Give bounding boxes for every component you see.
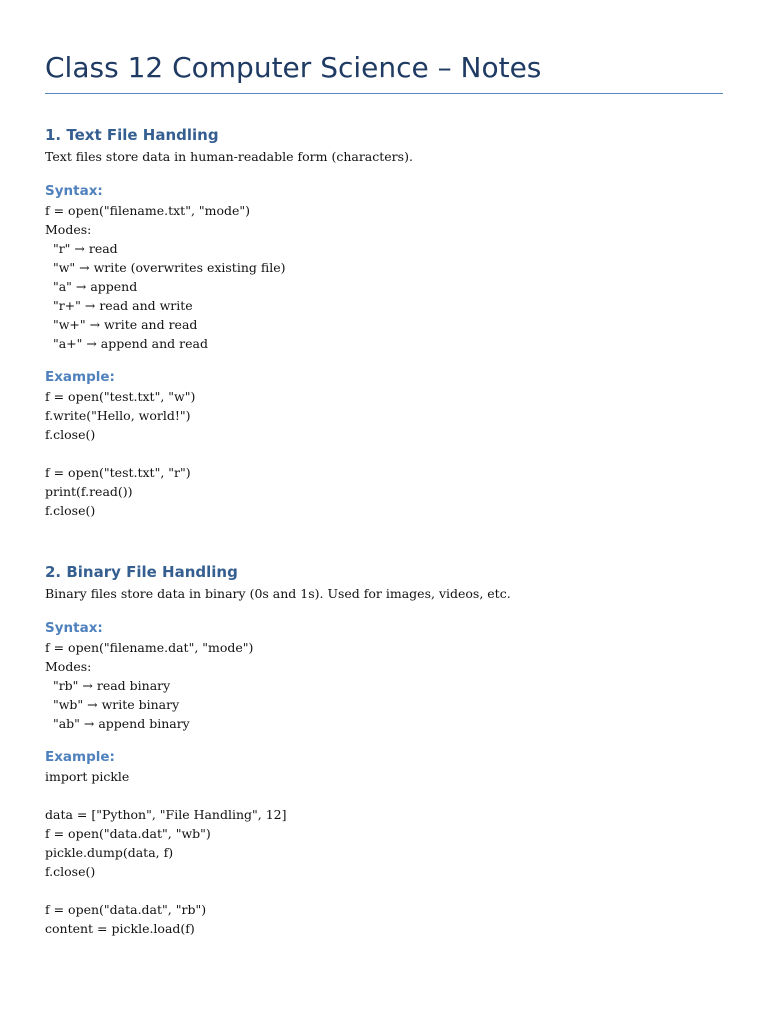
example-block bbox=[45, 767, 723, 938]
title-divider bbox=[45, 93, 723, 94]
code-line: f.close() bbox=[45, 427, 96, 442]
section-text-file-handling bbox=[45, 124, 723, 520]
syntax-line: "r+" → read and write bbox=[45, 298, 193, 313]
section-heading: 1. Text File Handling bbox=[45, 126, 219, 144]
syntax-line: "w" → write (overwrites existing file) bbox=[45, 260, 286, 275]
code-line: data = ["Python", "File Handling", 12] bbox=[45, 807, 287, 822]
section-binary-file-handling bbox=[45, 561, 723, 938]
syntax-line: "ab" → append binary bbox=[45, 716, 190, 731]
document-title: Class 12 Computer Science – Notes bbox=[45, 51, 542, 84]
syntax-line: "rb" → read binary bbox=[45, 678, 171, 693]
blank-line bbox=[45, 786, 723, 805]
code-line: print(f.read()) bbox=[45, 484, 133, 499]
code-line: f.write("Hello, world!") bbox=[45, 408, 191, 423]
syntax-line: Modes: bbox=[45, 222, 92, 237]
section-heading: 2. Binary File Handling bbox=[45, 563, 238, 581]
section-intro: Binary files store data in binary (0s and 1s). Used for images, videos, etc. bbox=[45, 586, 511, 601]
code-line: f = open("test.txt", "w") bbox=[45, 389, 196, 404]
syntax-line: f = open("filename.dat", "mode") bbox=[45, 640, 254, 655]
syntax-line: "r" → read bbox=[45, 241, 118, 256]
code-line: f.close() bbox=[45, 503, 96, 518]
syntax-line: "a+" → append and read bbox=[45, 336, 208, 351]
syntax-line: f = open("filename.txt", "mode") bbox=[45, 203, 251, 218]
example-heading: Example: bbox=[45, 749, 115, 765]
syntax-heading: Syntax: bbox=[45, 620, 103, 636]
syntax-heading: Syntax: bbox=[45, 183, 103, 199]
blank-line bbox=[45, 444, 723, 463]
code-line: content = pickle.load(f) bbox=[45, 921, 195, 936]
syntax-block bbox=[45, 638, 723, 733]
code-line: pickle.dump(data, f) bbox=[45, 845, 174, 860]
example-heading: Example: bbox=[45, 369, 115, 385]
syntax-block bbox=[45, 201, 723, 353]
syntax-line: Modes: bbox=[45, 659, 92, 674]
blank-line bbox=[45, 881, 723, 900]
code-line: f.close() bbox=[45, 864, 96, 879]
syntax-line: "a" → append bbox=[45, 279, 138, 294]
code-line: f = open("data.dat", "wb") bbox=[45, 826, 211, 841]
syntax-line: "wb" → write binary bbox=[45, 697, 180, 712]
example-block bbox=[45, 387, 723, 520]
code-line: import pickle bbox=[45, 769, 130, 784]
syntax-line: "w+" → write and read bbox=[45, 317, 198, 332]
code-line: f = open("data.dat", "rb") bbox=[45, 902, 207, 917]
section-intro: Text files store data in human-readable form (characters). bbox=[45, 149, 413, 164]
code-line: f = open("test.txt", "r") bbox=[45, 465, 191, 480]
